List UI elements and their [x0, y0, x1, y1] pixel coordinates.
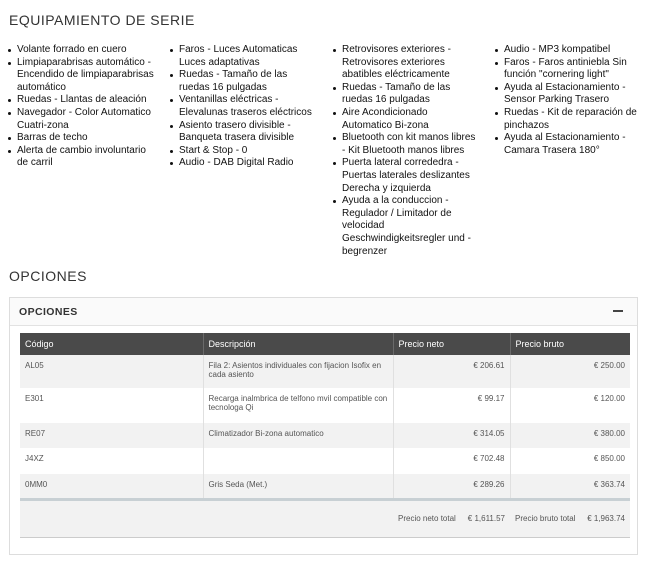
list-item: Volante forrado en cuero [8, 44, 158, 57]
cell-gross-price: € 120.00 [510, 388, 630, 423]
cell-description: Climatizador Bi-zona automatico [203, 423, 393, 448]
cell-code: 0MM0 [20, 474, 203, 498]
equipment-column-4 [495, 44, 645, 157]
list-item: Ayuda a la conduccion - Regulador / Limitador de velocidad Geschwindigkeitsregler und -begrenzer [333, 195, 478, 258]
list-item: Ruedas - Kit de reparación de pinchazos [495, 107, 645, 132]
cell-code: J4XZ [20, 448, 203, 474]
list-item: Ayuda al Estacionamiento - Camara Trasera 180° [495, 132, 645, 157]
column-header-description: Descripción [203, 333, 393, 355]
total-net-label: Precio neto total [398, 514, 456, 524]
list-item: Faros - Faros antiniebla Sin función "cornering light" [495, 57, 645, 82]
table-row [20, 423, 630, 448]
cell-code: AL05 [20, 355, 203, 388]
list-item: Barras de techo [8, 132, 158, 145]
list-item: Retrovisores exteriores - Retrovisores exteriores abatibles eléctricamente [333, 44, 478, 82]
options-section-title: OPCIONES [9, 268, 87, 284]
list-item: Faros - Luces Automaticas Luces adaptativas [170, 44, 320, 69]
list-item: Bluetooth con kit manos libres - Kit Bluetooth manos libres [333, 132, 478, 157]
list-item: Audio - MP3 kompatibel [495, 44, 645, 57]
total-gross-value: € 1,963.74 [587, 514, 625, 524]
cell-net-price: € 99.17 [393, 388, 510, 423]
list-item: Ruedas - Tamaño de las ruedas 16 pulgadas [170, 69, 320, 94]
cell-gross-price: € 250.00 [510, 355, 630, 388]
list-item: Ayuda al Estacionamiento - Sensor Parking Trasero [495, 82, 645, 107]
equipment-title: EQUIPAMIENTO DE SERIE [9, 12, 195, 28]
minus-icon[interactable] [613, 304, 625, 318]
totals-row [20, 501, 630, 537]
cell-description: Recarga inalmbrica de telfono mvil compatible con tecnologa Qi [203, 388, 393, 423]
column-header-gross-price: Precio bruto [510, 333, 630, 355]
cell-description: Fila 2: Asientos individuales con fijacion Isofix en cada asiento [203, 355, 393, 388]
list-item: Ruedas - Tamaño de las ruedas 16 pulgadas [333, 82, 478, 107]
cell-description: Gris Seda (Met.) [203, 474, 393, 498]
cell-net-price: € 206.61 [393, 355, 510, 388]
list-item: Alerta de cambio involuntario de carril [8, 145, 158, 170]
table-row [20, 355, 630, 388]
list-item: Limpiaparabrisas automático - Encendido de limpiaparabrisas automático [8, 57, 158, 95]
column-header-code: Código [20, 333, 203, 355]
table-row [20, 388, 630, 423]
list-item: Puerta lateral corrededra - Puertas laterales deslizantes Derecha y izquierda [333, 157, 478, 195]
list-item: Audio - DAB Digital Radio [170, 157, 320, 170]
total-net-value: € 1,611.57 [467, 514, 505, 524]
list-item: Ruedas - Llantas de aleación [8, 94, 158, 107]
cell-gross-price: € 363.74 [510, 474, 630, 498]
options-panel-title: OPCIONES [19, 306, 78, 318]
table-row [20, 448, 630, 474]
total-gross-label: Precio bruto total [515, 514, 576, 524]
cell-net-price: € 289.26 [393, 474, 510, 498]
options-table [20, 333, 630, 538]
equipment-column-1 [8, 44, 158, 170]
options-panel-header[interactable] [10, 298, 637, 326]
cell-code: E301 [20, 388, 203, 423]
table-header-row [20, 333, 630, 355]
list-item: Navegador - Color Automatico Cuatri-zona [8, 107, 158, 132]
list-item: Ventanillas eléctricas - Elevalunas traseros eléctricos [170, 94, 320, 119]
cell-description [203, 448, 393, 474]
column-header-net-price: Precio neto [393, 333, 510, 355]
list-item: Aire Acondicionado Automatico Bi-zona [333, 107, 478, 132]
cell-net-price: € 702.48 [393, 448, 510, 474]
equipment-column-3 [333, 44, 478, 258]
list-item: Asiento trasero divisible - Banqueta trasera divisible [170, 120, 320, 145]
cell-gross-price: € 850.00 [510, 448, 630, 474]
table-row [20, 474, 630, 498]
cell-gross-price: € 380.00 [510, 423, 630, 448]
cell-code: RE07 [20, 423, 203, 448]
list-item: Start & Stop - 0 [170, 145, 320, 158]
options-panel [9, 297, 638, 555]
cell-net-price: € 314.05 [393, 423, 510, 448]
equipment-column-2 [170, 44, 320, 170]
